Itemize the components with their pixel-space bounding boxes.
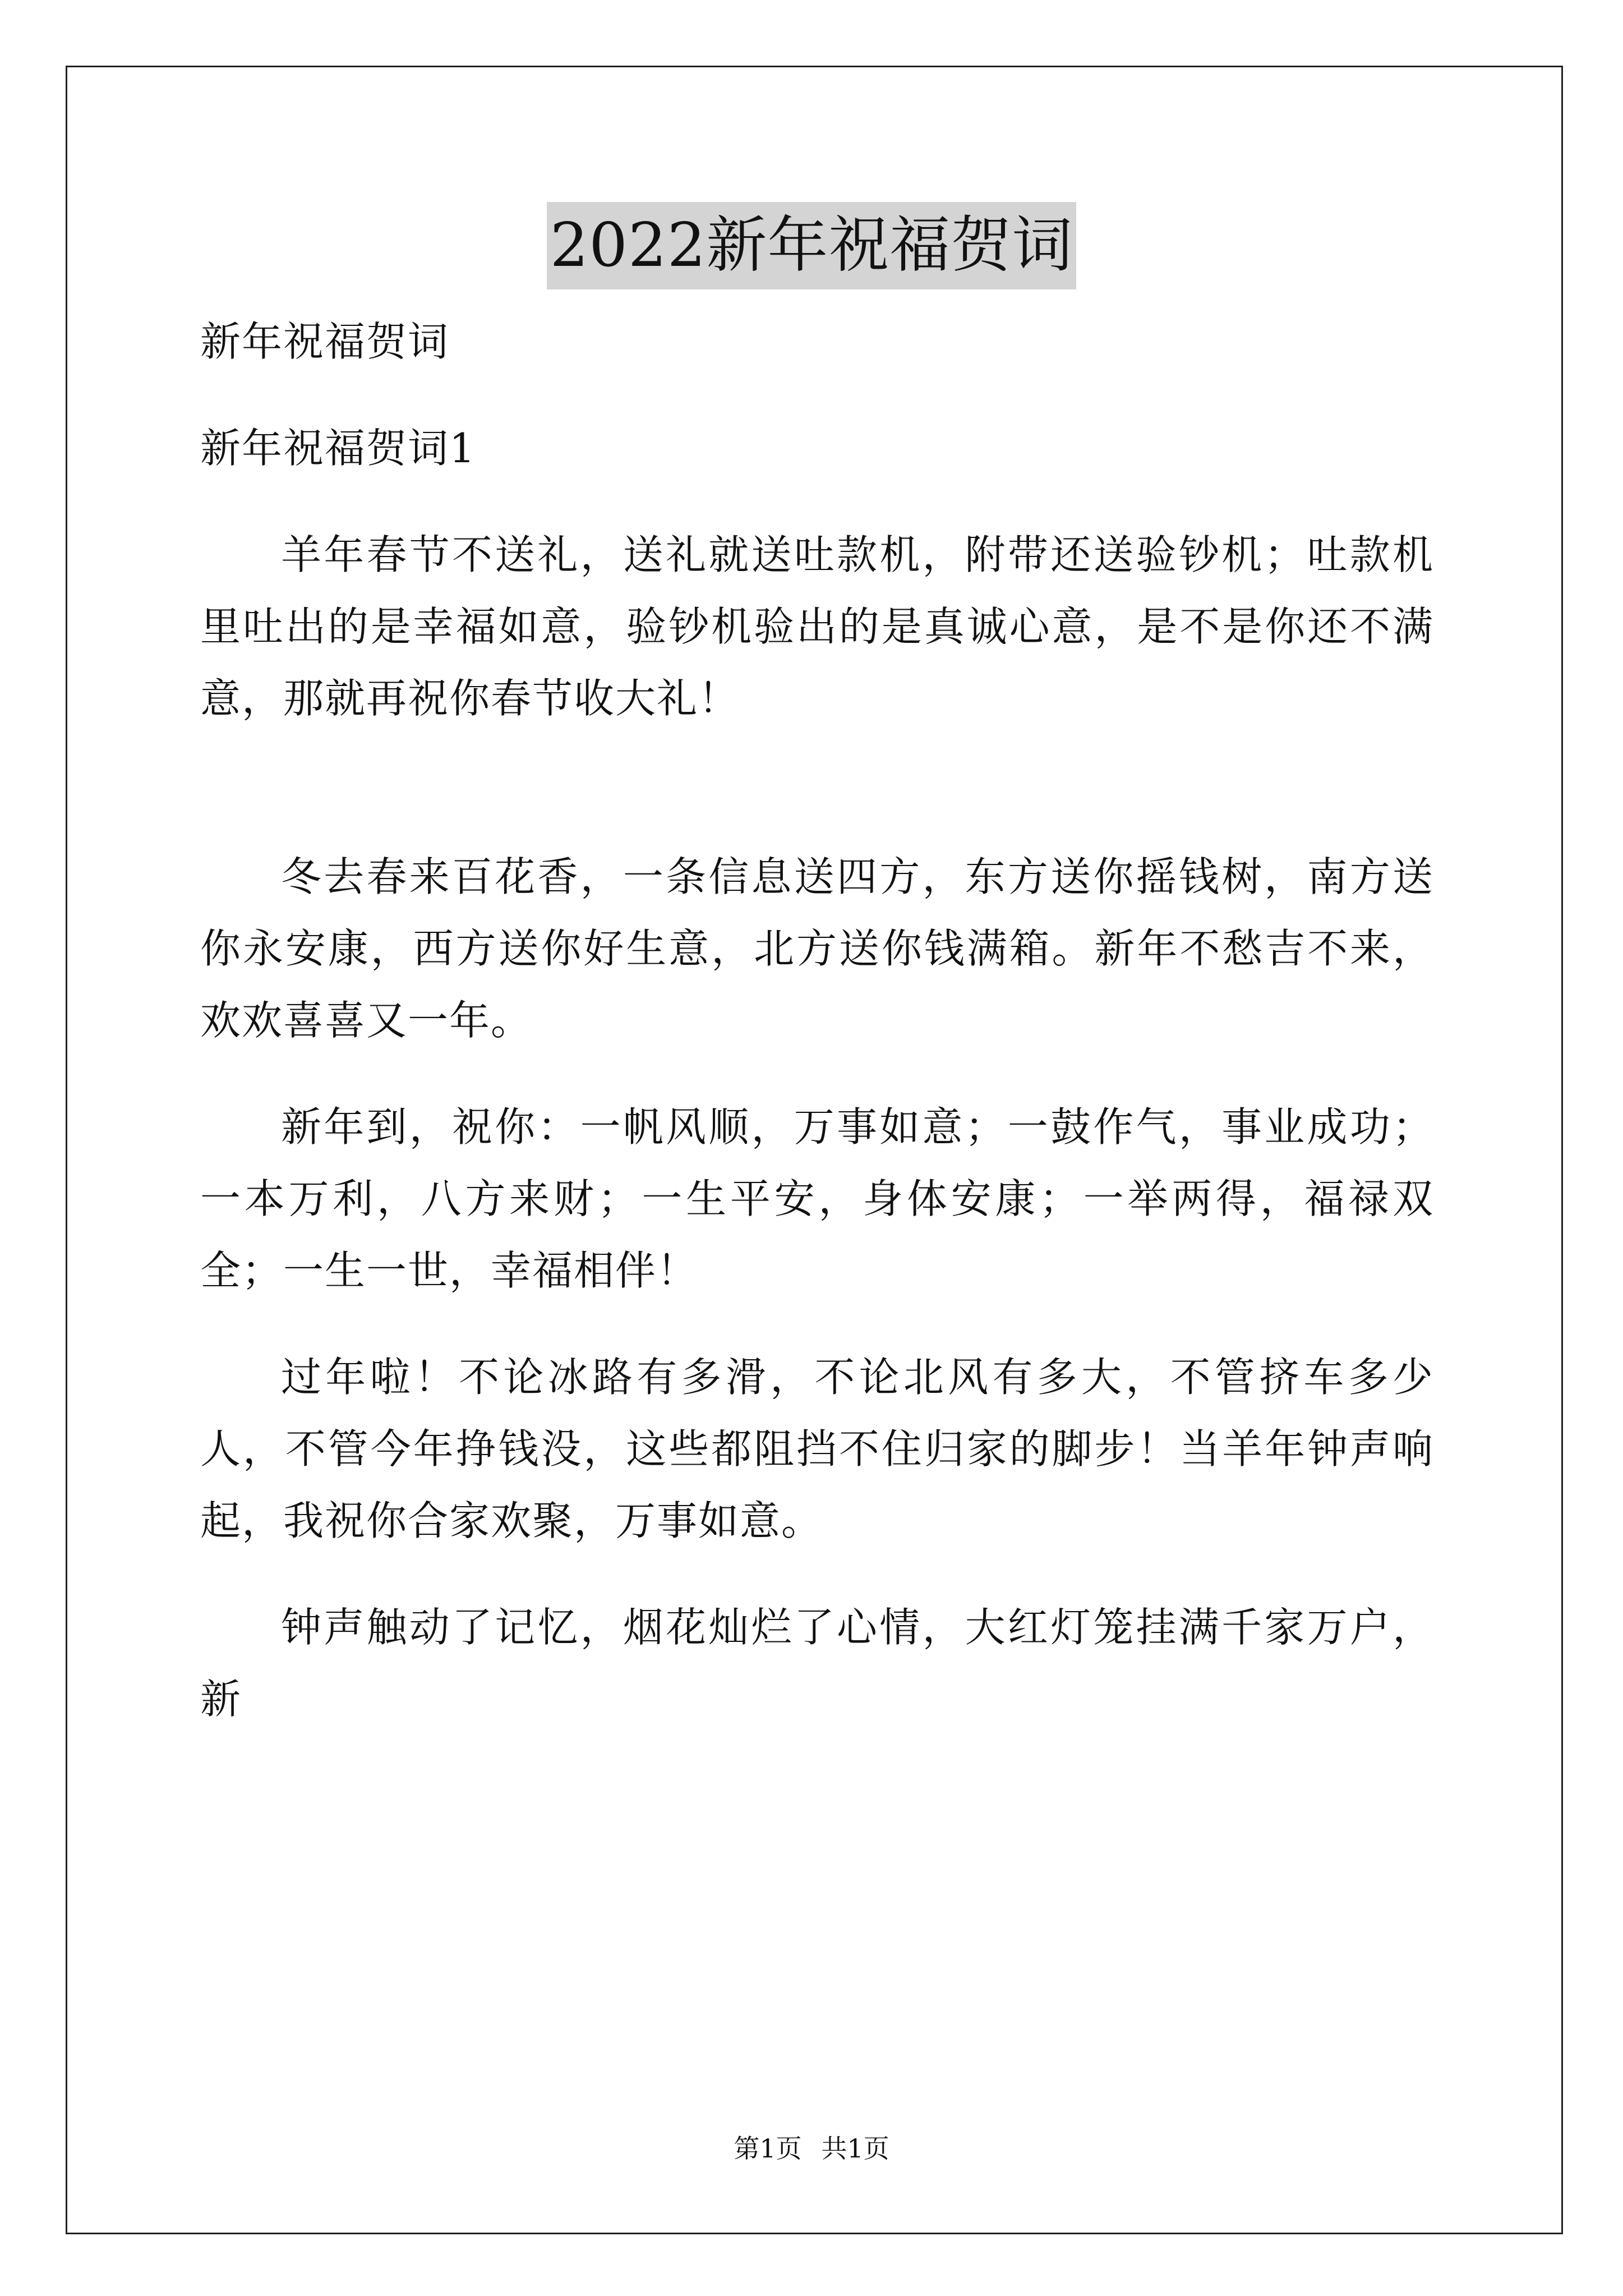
page-footer [0,2132,1623,2165]
paragraph: 过年啦！不论冰路有多滑，不论北风有多大，不管挤车多少人，不管今年挣钱没，这些都阻挡不住归家的脚步！当羊年钟声响起，我祝你合家欢聚，万事如意。 [200,1354,1434,1544]
paragraph: 羊年春节不送礼，送礼就送吐款机，附带还送验钞机；吐款机里吐出的是幸福如意，验钞机验出的是真诚心意，是不是你还不满意，那就再祝你春节收大礼！ [200,531,1434,722]
section-heading: 新年祝福贺词1 [200,425,476,472]
blank-line [200,769,1434,841]
title-container [0,202,1623,289]
paragraph: 钟声触动了记忆，烟花灿烂了心情，大红灯笼挂满千家万户，新 [200,1604,1434,1723]
paragraph: 冬去春来百花香，一条信息送四方，东方送你摇钱树，南方送你永安康，西方送你好生意，北方送你钱满箱。新年不愁吉不来，欢欢喜喜又一年。 [200,853,1434,1044]
subtitle: 新年祝福贺词 [200,318,450,365]
page-number-total: 共1页 [821,2133,889,2164]
page-number-current: 第1页 [734,2133,802,2164]
document-body [200,306,1434,1770]
document-title: 2022新年祝福贺词 [547,202,1077,289]
paragraph: 新年到，祝你：一帆风顺，万事如意；一鼓作气，事业成功；一本万利，八方来财；一生平安，身体安康；一举两得，福禄双全；一生一世，幸福相伴！ [200,1103,1434,1294]
